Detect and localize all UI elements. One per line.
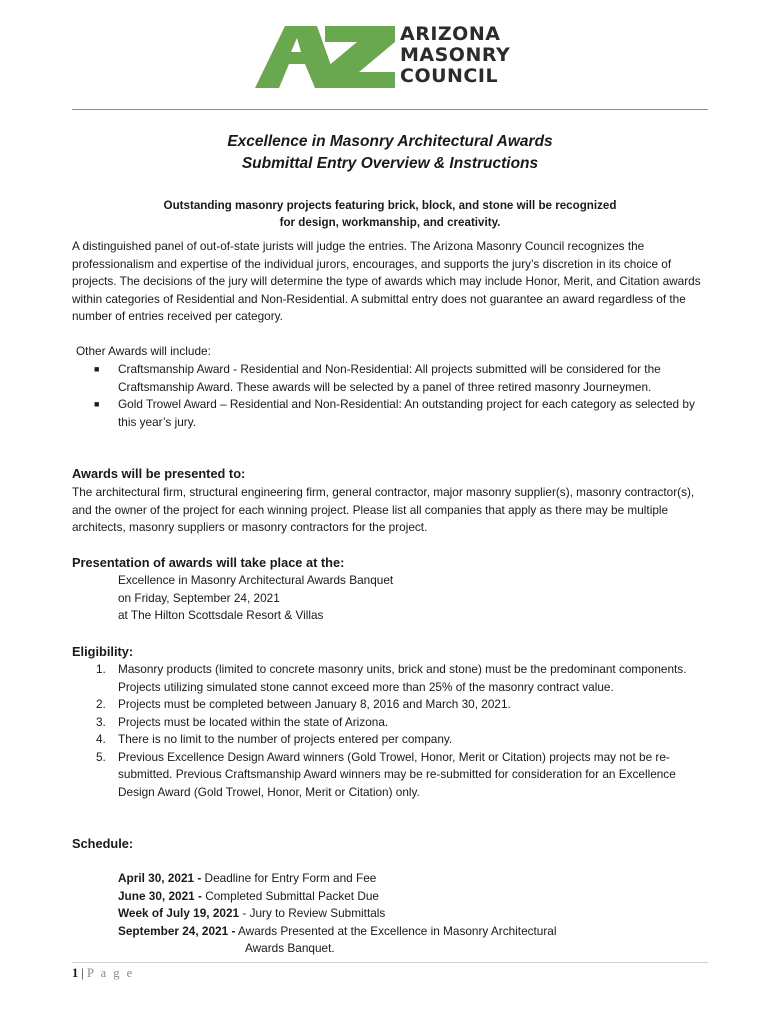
other-awards-list [72,361,708,431]
page-separator: | [81,966,84,980]
page-number: 1 [72,966,79,980]
schedule-text: Completed Submittal Packet Due [201,888,379,903]
bullet-square-icon: ■ [94,399,100,409]
page-footer [72,966,134,981]
header-divider [72,109,708,110]
page-label: P a g e [87,966,135,980]
list-number: 3. [96,714,106,729]
schedule-date: September 24, 2021 - [118,923,236,938]
presentation-details [118,572,393,625]
intro-paragraph: A distinguished panel of out-of-state jurists will judge the entries. The Arizona Masonry Council recognizes the professionalism and expertise of the individual jurors, encourages, and supports the jury’s discretion in its choice of projects. The decisions of the jury will determine the type of awards which may include Honor, Merit, and Citation awards within categories of Residential and Non-Residential. A submittal entry does not guarantee an award regardless of the number of entries received per category. [72,239,701,323]
schedule-row [118,870,678,888]
intro-tagline-line2: for design, workmanship, and creativity. [279,216,501,229]
doc-title-line1: Excellence in Masonry Architectural Awards [227,133,553,150]
schedule-date: June 30, 2021 - [118,888,202,903]
eligibility-text: Projects must be completed between January 8, 2016 and March 30, 2021. [118,697,511,711]
schedule-continuation: Awards Banquet. [245,941,335,955]
list-item [72,661,708,696]
schedule-date: Week of July 19, 2021 [118,906,240,920]
other-award-text: Craftsmanship Award - Residential and Non-Residential: All projects submitted will be considered for the Craftsmanship Award. These awards will be selected by a panel of three retired masonry Journeymen. [118,362,661,394]
footer-divider [72,962,708,963]
eligibility-text: Masonry products (limited to concrete masonry units, brick and stone) must be the predominant components. Projects utilizing simulated stone cannot exceed more than 25% of the masonry contract value. [118,662,687,694]
eligibility-text: Projects must be located within the state of Arizona. [118,714,389,729]
awards-presented-paragraph: The architectural firm, structural engineering firm, general contractor, major masonry supplier(s), masonry contractor(s), and the owner of the project for each winning project. Please list all companies that apply as there may be multiple architects, masonry suppliers or masonry contractors for the project. [72,485,695,534]
logo-line-arizona: ARIZONA [400,23,501,45]
list-number: 5. [96,749,106,764]
bullet-square-icon: ■ [94,364,100,374]
list-item [72,731,708,749]
schedule-text: Awards Presented at the Excellence in Masonry Architectural [235,923,557,938]
intro-tagline [72,197,708,231]
doc-title-line2: Submittal Entry Overview & Instructions [241,155,539,172]
eligibility-text: There is no limit to the number of projects entered per company. [118,732,453,746]
list-number: 1. [96,662,106,676]
schedule-text: - Jury to Review Submittals [239,906,386,920]
schedule-heading: Schedule: [72,836,134,851]
presentation-line: Excellence in Masonry Architectural Awards Banquet [118,573,394,587]
list-item [72,714,708,732]
list-item [72,749,708,802]
eligibility-list [72,661,708,801]
schedule-row [118,888,678,906]
list-item [72,396,708,431]
schedule-date: April 30, 2021 - [118,871,202,885]
schedule-row [118,923,678,941]
awards-presented-heading: Awards will be presented to: [72,466,246,481]
presentation-heading: Presentation of awards will take place at the: [72,555,345,570]
presentation-line: on Friday, September 24, 2021 [118,590,280,605]
list-number: 4. [96,732,106,746]
schedule-row [118,905,678,923]
other-awards-label: Other Awards will include: [76,344,211,358]
list-item [72,696,708,714]
list-item [72,361,708,396]
schedule-text: Deadline for Entry Form and Fee [201,871,377,885]
eligibility-text: Previous Excellence Design Award winners (Gold Trowel, Honor, Merit or Citation) projects may not be re-submitted. Previous Craftsmanship Award winners may be re-submitted for consideration for an Excellence Design Award (Gold Trowel, Honor, Merit or Citation) only. [118,749,676,799]
logo-line-masonry: MASONRY [400,44,511,66]
eligibility-heading: Eligibility: [72,644,134,659]
logo-z-shape [321,26,395,88]
other-award-text: Gold Trowel Award – Residential and Non-Residential: An outstanding project for each category as selected by this year’s jury. [118,397,695,429]
logo-line-council: COUNCIL [400,65,499,87]
schedule-list [118,870,678,958]
list-number: 2. [96,697,106,711]
intro-tagline-line1: Outstanding masonry projects featuring brick, block, and stone will be recognized [163,199,617,212]
presentation-line: at The Hilton Scottsdale Resort & Villas [118,608,324,622]
logo-wordmark [400,24,510,87]
